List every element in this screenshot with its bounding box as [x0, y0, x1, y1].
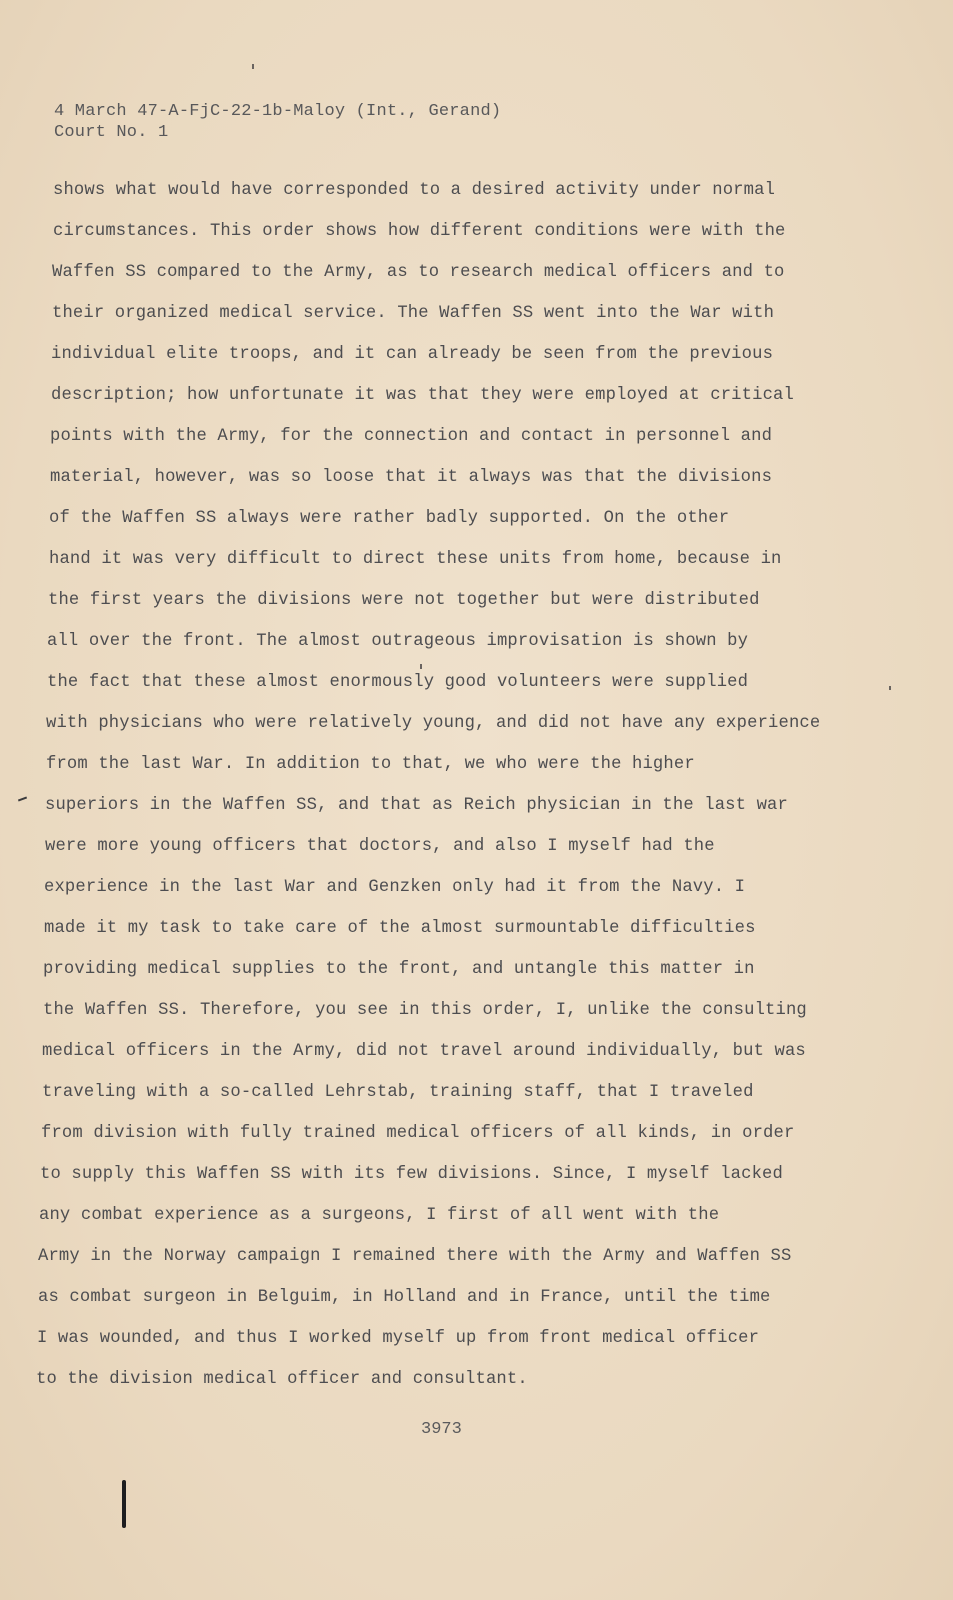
body-line-2: circumstances. This order shows how different conditions were with the	[53, 222, 786, 241]
body-line-13: the fact that these almost enormously good volunteers were supplied	[47, 673, 749, 692]
body-line-7: points with the Army, for the connection and contact in personnel and	[50, 427, 773, 446]
body-line-21: the Waffen SS. Therefore, you see in this order, I, unlike the consulting	[43, 1001, 807, 1020]
body-line-22: medical officers in the Army, did not travel around individually, but was	[42, 1042, 806, 1061]
body-line-15: from the last War. In addition to that, we who were the higher	[46, 755, 695, 774]
body-line-3: Waffen SS compared to the Army, as to research medical officers and to	[52, 263, 785, 282]
body-line-17: were more young officers that doctors, and also I myself had the	[45, 837, 715, 856]
margin-pen-mark	[122, 1480, 126, 1528]
header-line-date-case: 4 March 47-A-FjC-22-1b-Maloy (Int., Gerand)	[54, 102, 502, 121]
body-line-30: to the division medical officer and consultant.	[36, 1370, 528, 1389]
header-line-court: Court No. 1	[54, 123, 169, 142]
body-line-1: shows what would have corresponded to a desired activity under normal	[53, 181, 776, 200]
document-header	[54, 101, 501, 143]
paper-speck	[889, 686, 891, 690]
body-line-27: Army in the Norway campaign I remained there with the Army and Waffen SS	[38, 1247, 792, 1266]
body-line-9: of the Waffen SS always were rather badly supported. On the other	[49, 509, 730, 528]
body-line-16: superiors in the Waffen SS, and that as Reich physician in the last war	[45, 796, 788, 815]
body-line-4: their organized medical service. The Waffen SS went into the War with	[52, 304, 775, 323]
body-line-14: with physicians who were relatively young, and did not have any experience	[46, 714, 821, 733]
body-line-12: all over the front. The almost outrageous improvisation is shown by	[47, 632, 749, 651]
body-line-8: material, however, was so loose that it always was that the divisions	[50, 468, 773, 487]
body-line-6: description; how unfortunate it was that they were employed at critical	[51, 386, 794, 405]
body-line-11: the first years the divisions were not together but were distributed	[48, 591, 760, 610]
body-line-24: from division with fully trained medical officers of all kinds, in order	[41, 1124, 795, 1143]
body-line-19: made it my task to take care of the almost surmountable difficulties	[44, 919, 756, 938]
margin-tick-mark	[18, 797, 27, 802]
body-line-26: any combat experience as a surgeons, I first of all went with the	[39, 1206, 720, 1225]
body-line-18: experience in the last War and Genzken only had it from the Navy. I	[44, 878, 746, 897]
paper-speck	[252, 64, 254, 69]
paper-speck	[420, 664, 422, 669]
body-line-28: as combat surgeon in Belguim, in Holland and in France, until the time	[38, 1288, 771, 1307]
body-line-10: hand it was very difficult to direct these units from home, because in	[49, 550, 782, 569]
page-number: 3973	[421, 1420, 462, 1439]
body-line-23: traveling with a so-called Lehrstab, training staff, that I traveled	[42, 1083, 754, 1102]
body-line-5: individual elite troops, and it can already be seen from the previous	[51, 345, 774, 364]
body-line-25: to supply this Waffen SS with its few divisions. Since, I myself lacked	[40, 1165, 783, 1184]
body-line-29: I was wounded, and thus I worked myself up from front medical officer	[37, 1329, 760, 1348]
body-line-20: providing medical supplies to the front, and untangle this matter in	[43, 960, 755, 979]
